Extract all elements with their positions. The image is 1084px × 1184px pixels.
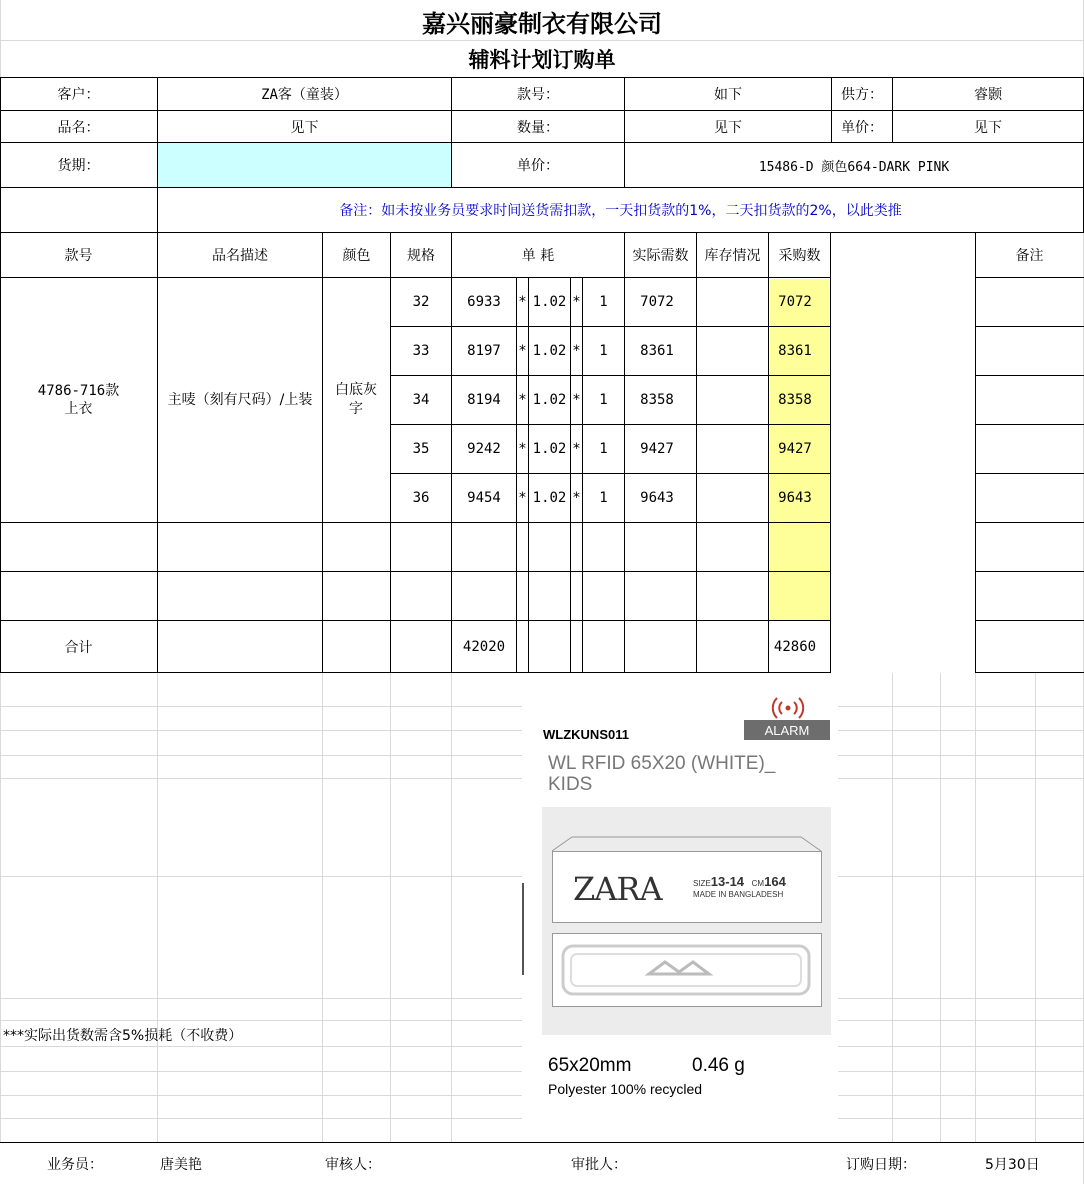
rfid-signal-icon (766, 695, 810, 721)
cm-value: 164 (764, 874, 786, 889)
unit-price-value: 见下 (974, 119, 1002, 136)
delivery-date-cell[interactable] (158, 143, 451, 187)
header-consumption: 单 耗 (521, 248, 555, 264)
total-qty: 42020 (462, 638, 506, 655)
row-op1: * (518, 441, 527, 457)
order-date-value: 5月30日 (985, 1157, 1040, 1173)
approver-label: 审批人： (571, 1157, 627, 1173)
row-size: 36 (412, 490, 430, 506)
rfid-antenna-icon (561, 942, 811, 998)
header-remark: 备注 (1015, 248, 1044, 264)
row-size: 33 (412, 343, 430, 359)
row-rate: 1.02 (532, 441, 567, 457)
row-rate: 1.02 (532, 343, 567, 359)
row-op1: * (518, 392, 527, 408)
row-purchase: 9643 (778, 490, 812, 506)
row-actual: 9643 (640, 490, 674, 506)
row-actual: 7072 (640, 294, 674, 310)
item-label: 品名： (57, 119, 100, 136)
style-value: 如下 (714, 87, 742, 103)
row-mult: 1 (599, 441, 608, 457)
salesman-value: 唐美艳 (160, 1157, 202, 1173)
row-purchase: 8358 (778, 392, 812, 408)
label-front (552, 851, 822, 923)
row-op1: * (518, 294, 527, 310)
price-value: 15486-D 颜色664-DARK PINK (758, 159, 950, 175)
company-title: 嘉兴丽豪制衣有限公司 (422, 8, 662, 38)
row-qty: 6933 (467, 294, 501, 310)
row-mult: 1 (599, 343, 608, 359)
row-mult: 1 (599, 392, 608, 408)
row-purchase: 7072 (778, 294, 812, 310)
qty-value: 见下 (714, 119, 742, 136)
product-name-line2: KIDS (548, 774, 593, 795)
product-material: Polyester 100% recycled (548, 1081, 703, 1097)
row-op2: * (572, 392, 581, 408)
image-edge-line (522, 883, 524, 975)
header-actual: 实际需数 (632, 248, 689, 264)
form-title: 辅料计划订购单 (468, 47, 616, 72)
made-in-text: MADE IN BANGLADESH (693, 890, 784, 899)
header-size: 规格 (407, 248, 435, 264)
supplier-value: 睿颢 (974, 87, 1002, 103)
row-rate: 1.02 (532, 490, 567, 506)
order-date-label: 订购日期： (846, 1157, 916, 1173)
qty-label: 数量： (517, 119, 559, 136)
row-size: 35 (412, 441, 430, 457)
group-style-line1: 4786-716款 (37, 383, 120, 399)
row-op2: * (572, 294, 581, 310)
unit-price-label: 单价： (841, 119, 883, 136)
size-prefix: SIZE (693, 879, 711, 888)
label-panel (542, 807, 831, 1035)
customer-value: ZA客（童装） (261, 87, 348, 103)
product-weight: 0.46 g (692, 1055, 745, 1076)
note-text: 备注：如未按业务员要求时间送货需扣款，一天扣货款的1%，二天扣货款的2%，以此类推 (339, 203, 902, 219)
row-qty: 9242 (467, 441, 501, 457)
row-size: 32 (412, 294, 430, 310)
size-value: 13-14 (710, 874, 745, 889)
footnote: ***实际出货数需含5%损耗（不收费） (3, 1028, 243, 1044)
product-code: WLZKUNS011 (543, 727, 629, 742)
item-value: 见下 (290, 119, 319, 136)
row-actual: 9427 (640, 441, 674, 457)
header-desc: 品名描述 (212, 248, 268, 264)
product-name (548, 753, 775, 795)
style-label: 款号： (517, 87, 559, 103)
row-qty: 8197 (467, 343, 501, 359)
product-name-line1: WL RFID 65X20 (WHITE)_ (548, 753, 776, 774)
product-image (522, 675, 838, 1105)
header-style-no: 款号 (64, 248, 93, 264)
row-op2: * (572, 343, 581, 359)
row-mult: 1 (599, 294, 608, 310)
alarm-badge: ALARM (744, 720, 830, 740)
row-op1: * (518, 490, 527, 506)
header-color: 颜色 (342, 248, 371, 264)
group-desc: 主唛（刻有尺码）/上装 (167, 391, 313, 408)
group-style-cell (0, 278, 157, 522)
reviewer-label: 审核人： (325, 1157, 381, 1173)
supplier-label: 供方： (841, 87, 883, 103)
brand-logo: ZARA (573, 870, 662, 908)
row-actual: 8358 (640, 392, 674, 408)
row-qty: 9454 (467, 490, 501, 506)
row-op1: * (518, 343, 527, 359)
product-dimensions: 65x20mm (548, 1055, 632, 1076)
group-color: 白底灰字 (335, 382, 377, 417)
group-style-line2: 上衣 (64, 401, 93, 417)
salesman-label: 业务员： (47, 1157, 103, 1173)
size-line (693, 874, 786, 889)
price-label: 单价： (517, 158, 559, 174)
row-mult: 1 (599, 490, 608, 506)
row-purchase: 8361 (778, 343, 812, 359)
row-op2: * (572, 490, 581, 506)
cm-prefix: CM (751, 879, 765, 888)
total-label: 合计 (64, 639, 93, 656)
row-rate: 1.02 (532, 294, 567, 310)
row-size: 34 (412, 392, 430, 408)
row-actual: 8361 (640, 343, 674, 359)
label-back (552, 933, 822, 1007)
customer-label: 客户： (57, 87, 100, 103)
header-purchase: 采购数 (778, 248, 821, 264)
total-purchase: 42860 (773, 638, 817, 655)
row-op2: * (572, 441, 581, 457)
row-purchase: 9427 (778, 441, 812, 457)
row-rate: 1.02 (532, 392, 567, 408)
row-qty: 8194 (467, 392, 501, 408)
header-stock: 库存情况 (704, 248, 761, 264)
delivery-label: 货期： (57, 158, 100, 174)
